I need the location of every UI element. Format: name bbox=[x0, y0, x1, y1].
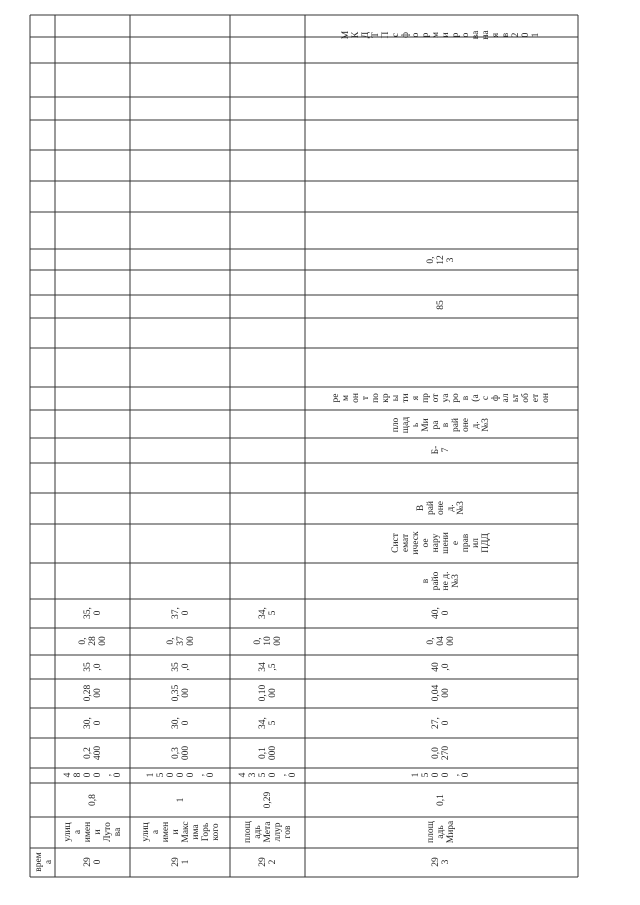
row-3-col-0-text: 293 bbox=[431, 857, 451, 867]
row-0-col-4 bbox=[83, 746, 103, 761]
row-2-col-9-text: 34,5 bbox=[258, 607, 278, 619]
row-1-col-8 bbox=[166, 636, 196, 646]
row-3-col-2-text: 0,1 bbox=[436, 794, 446, 806]
row-3-col-6 bbox=[431, 684, 451, 701]
row-1-col-5-text: 30,0 bbox=[171, 717, 191, 729]
row-2-col-5 bbox=[258, 717, 278, 729]
row-1-col-6 bbox=[171, 684, 191, 701]
row-0-col-1 bbox=[63, 822, 123, 842]
row-2-col-7 bbox=[258, 662, 278, 672]
row-3-col-11 bbox=[391, 531, 491, 555]
row-2-col-1 bbox=[243, 820, 293, 843]
row-2-col-5-text: 34,5 bbox=[258, 717, 278, 729]
row-0-col-7-text: 35,0 bbox=[83, 662, 103, 672]
row-3-col-3-text: 1500,0 bbox=[411, 772, 471, 778]
row-1-col-0 bbox=[171, 857, 191, 867]
row-3-col-17-text: 0,123 bbox=[426, 255, 456, 265]
row-1-col-2 bbox=[176, 797, 186, 802]
row-3-col-8 bbox=[426, 636, 456, 646]
row-1-col-1-text: улицаимениМаксимаГорького bbox=[141, 821, 221, 843]
row-1-col-1 bbox=[141, 821, 221, 842]
row-0-col-0 bbox=[83, 857, 103, 867]
row-3-col-13-text: Б-7 bbox=[431, 445, 451, 455]
row-1-col-2-text: 1 bbox=[176, 797, 186, 803]
row-2-col-1-text: площадьМеталлургов bbox=[243, 821, 293, 843]
row-3-col-8-text: 0,0400 bbox=[426, 636, 456, 646]
row-3-col-16-text: 85 bbox=[436, 300, 446, 310]
row-3-col-6-text: 0,0400 bbox=[431, 684, 451, 702]
row-3-col-18-text: МКДТПсформированаяв201 bbox=[341, 30, 541, 40]
row-0-col-1-text: улицаимениЛутова bbox=[63, 821, 123, 843]
row-3-col-5-text: 27,0 bbox=[431, 717, 451, 729]
table-grid bbox=[30, 15, 578, 877]
row-0-col-6-text: 0,2800 bbox=[83, 684, 103, 702]
row-3-col-2 bbox=[436, 794, 446, 806]
row-0-col-5 bbox=[83, 717, 103, 729]
row-3-col-18 bbox=[341, 30, 541, 40]
row-3-col-10 bbox=[421, 571, 461, 590]
row-3-col-11-text: СистематическоенарушениеправилПДД bbox=[391, 531, 491, 555]
row-1-col-9-text: 37,0 bbox=[171, 607, 191, 619]
row-2-col-7-text: 34,5 bbox=[258, 662, 278, 672]
row-0-col-0-text: 290 bbox=[83, 857, 103, 867]
row-2-col-6-text: 0,1000 bbox=[258, 684, 278, 702]
row-0-col-9 bbox=[83, 607, 103, 619]
row-1-col-7-text: 35,0 bbox=[171, 662, 191, 672]
row-0-col-5-text: 30,0 bbox=[83, 717, 103, 729]
row-1-col-6-text: 0,3500 bbox=[171, 684, 191, 702]
row-2-col-0 bbox=[258, 857, 278, 867]
row-3-col-14-text: площадьМираврайонед.№3 bbox=[391, 416, 491, 434]
row-1-col-9 bbox=[171, 607, 191, 619]
row-3-col-7-text: 40,0 bbox=[431, 662, 451, 672]
row-3-col-5 bbox=[431, 717, 451, 729]
row-3-col-0 bbox=[431, 857, 451, 867]
row-0-col-8 bbox=[78, 636, 108, 646]
row-3-col-12 bbox=[416, 501, 466, 515]
row-2-col-0-text: 292 bbox=[258, 857, 278, 867]
row-1-col-4-text: 0,3000 bbox=[171, 745, 191, 761]
row-0-col-3 bbox=[63, 772, 123, 777]
row-1-col-0-text: 291 bbox=[171, 857, 191, 867]
row-1-col-5 bbox=[171, 717, 191, 729]
row-3-col-7 bbox=[431, 662, 451, 672]
row-2-col-4-text: 0,1000 bbox=[258, 745, 278, 761]
row-2-col-2 bbox=[263, 791, 273, 808]
row-1-col-8-text: 0,3700 bbox=[166, 636, 196, 646]
row-3-col-3 bbox=[411, 772, 471, 777]
row-1-col-7 bbox=[171, 662, 191, 672]
row-2-col-9 bbox=[258, 607, 278, 619]
row-0-col-2-text: 0,8 bbox=[88, 794, 98, 806]
row-0-col-9-text: 35,0 bbox=[83, 607, 103, 619]
row-3-col-9-text: 40,0 bbox=[431, 607, 451, 619]
row-1-col-3-text: 15000,0 bbox=[146, 772, 216, 778]
row-3-col-10-text: врайоне д.№3 bbox=[421, 571, 461, 591]
row-1-col-4 bbox=[171, 746, 191, 761]
row-2-col-3 bbox=[238, 772, 298, 777]
row-3-col-15-text: ремонтпокрытияпротуаров(асфальтобетон bbox=[331, 393, 551, 403]
row-2-col-6 bbox=[258, 684, 278, 701]
row-0-col-4-text: 0,2400 bbox=[83, 745, 103, 761]
row-3-col-4 bbox=[431, 746, 451, 761]
row-0-col-3-text: 4800,0 bbox=[63, 772, 123, 778]
row-0-col-6 bbox=[83, 684, 103, 701]
row-2-col-2-text: 0,29 bbox=[263, 791, 273, 809]
row-0-col-8-text: 0,2800 bbox=[78, 636, 108, 646]
header-fragment bbox=[34, 852, 54, 871]
row-3-col-15 bbox=[331, 393, 551, 403]
table-cells bbox=[34, 30, 551, 872]
row-3-col-14 bbox=[391, 417, 491, 434]
row-3-col-16 bbox=[436, 300, 446, 310]
header-fragment-text: врема bbox=[34, 852, 54, 872]
row-0-col-2 bbox=[88, 794, 98, 806]
row-0-col-7 bbox=[83, 662, 103, 672]
row-2-col-8 bbox=[253, 636, 283, 646]
row-3-col-13 bbox=[431, 446, 451, 455]
row-2-col-8-text: 0,1000 bbox=[253, 636, 283, 646]
row-3-col-9 bbox=[431, 607, 451, 619]
row-3-col-4-text: 0,0270 bbox=[431, 745, 451, 761]
row-3-col-12-text: Врайонед.№3 bbox=[416, 500, 466, 516]
row-1-col-3 bbox=[146, 772, 216, 777]
row-3-col-17 bbox=[426, 255, 456, 265]
row-2-col-3-text: 4350,0 bbox=[238, 772, 298, 778]
row-3-col-1 bbox=[426, 820, 456, 843]
row-3-col-1-text: площадьМира bbox=[426, 820, 456, 844]
row-2-col-4 bbox=[258, 746, 278, 761]
